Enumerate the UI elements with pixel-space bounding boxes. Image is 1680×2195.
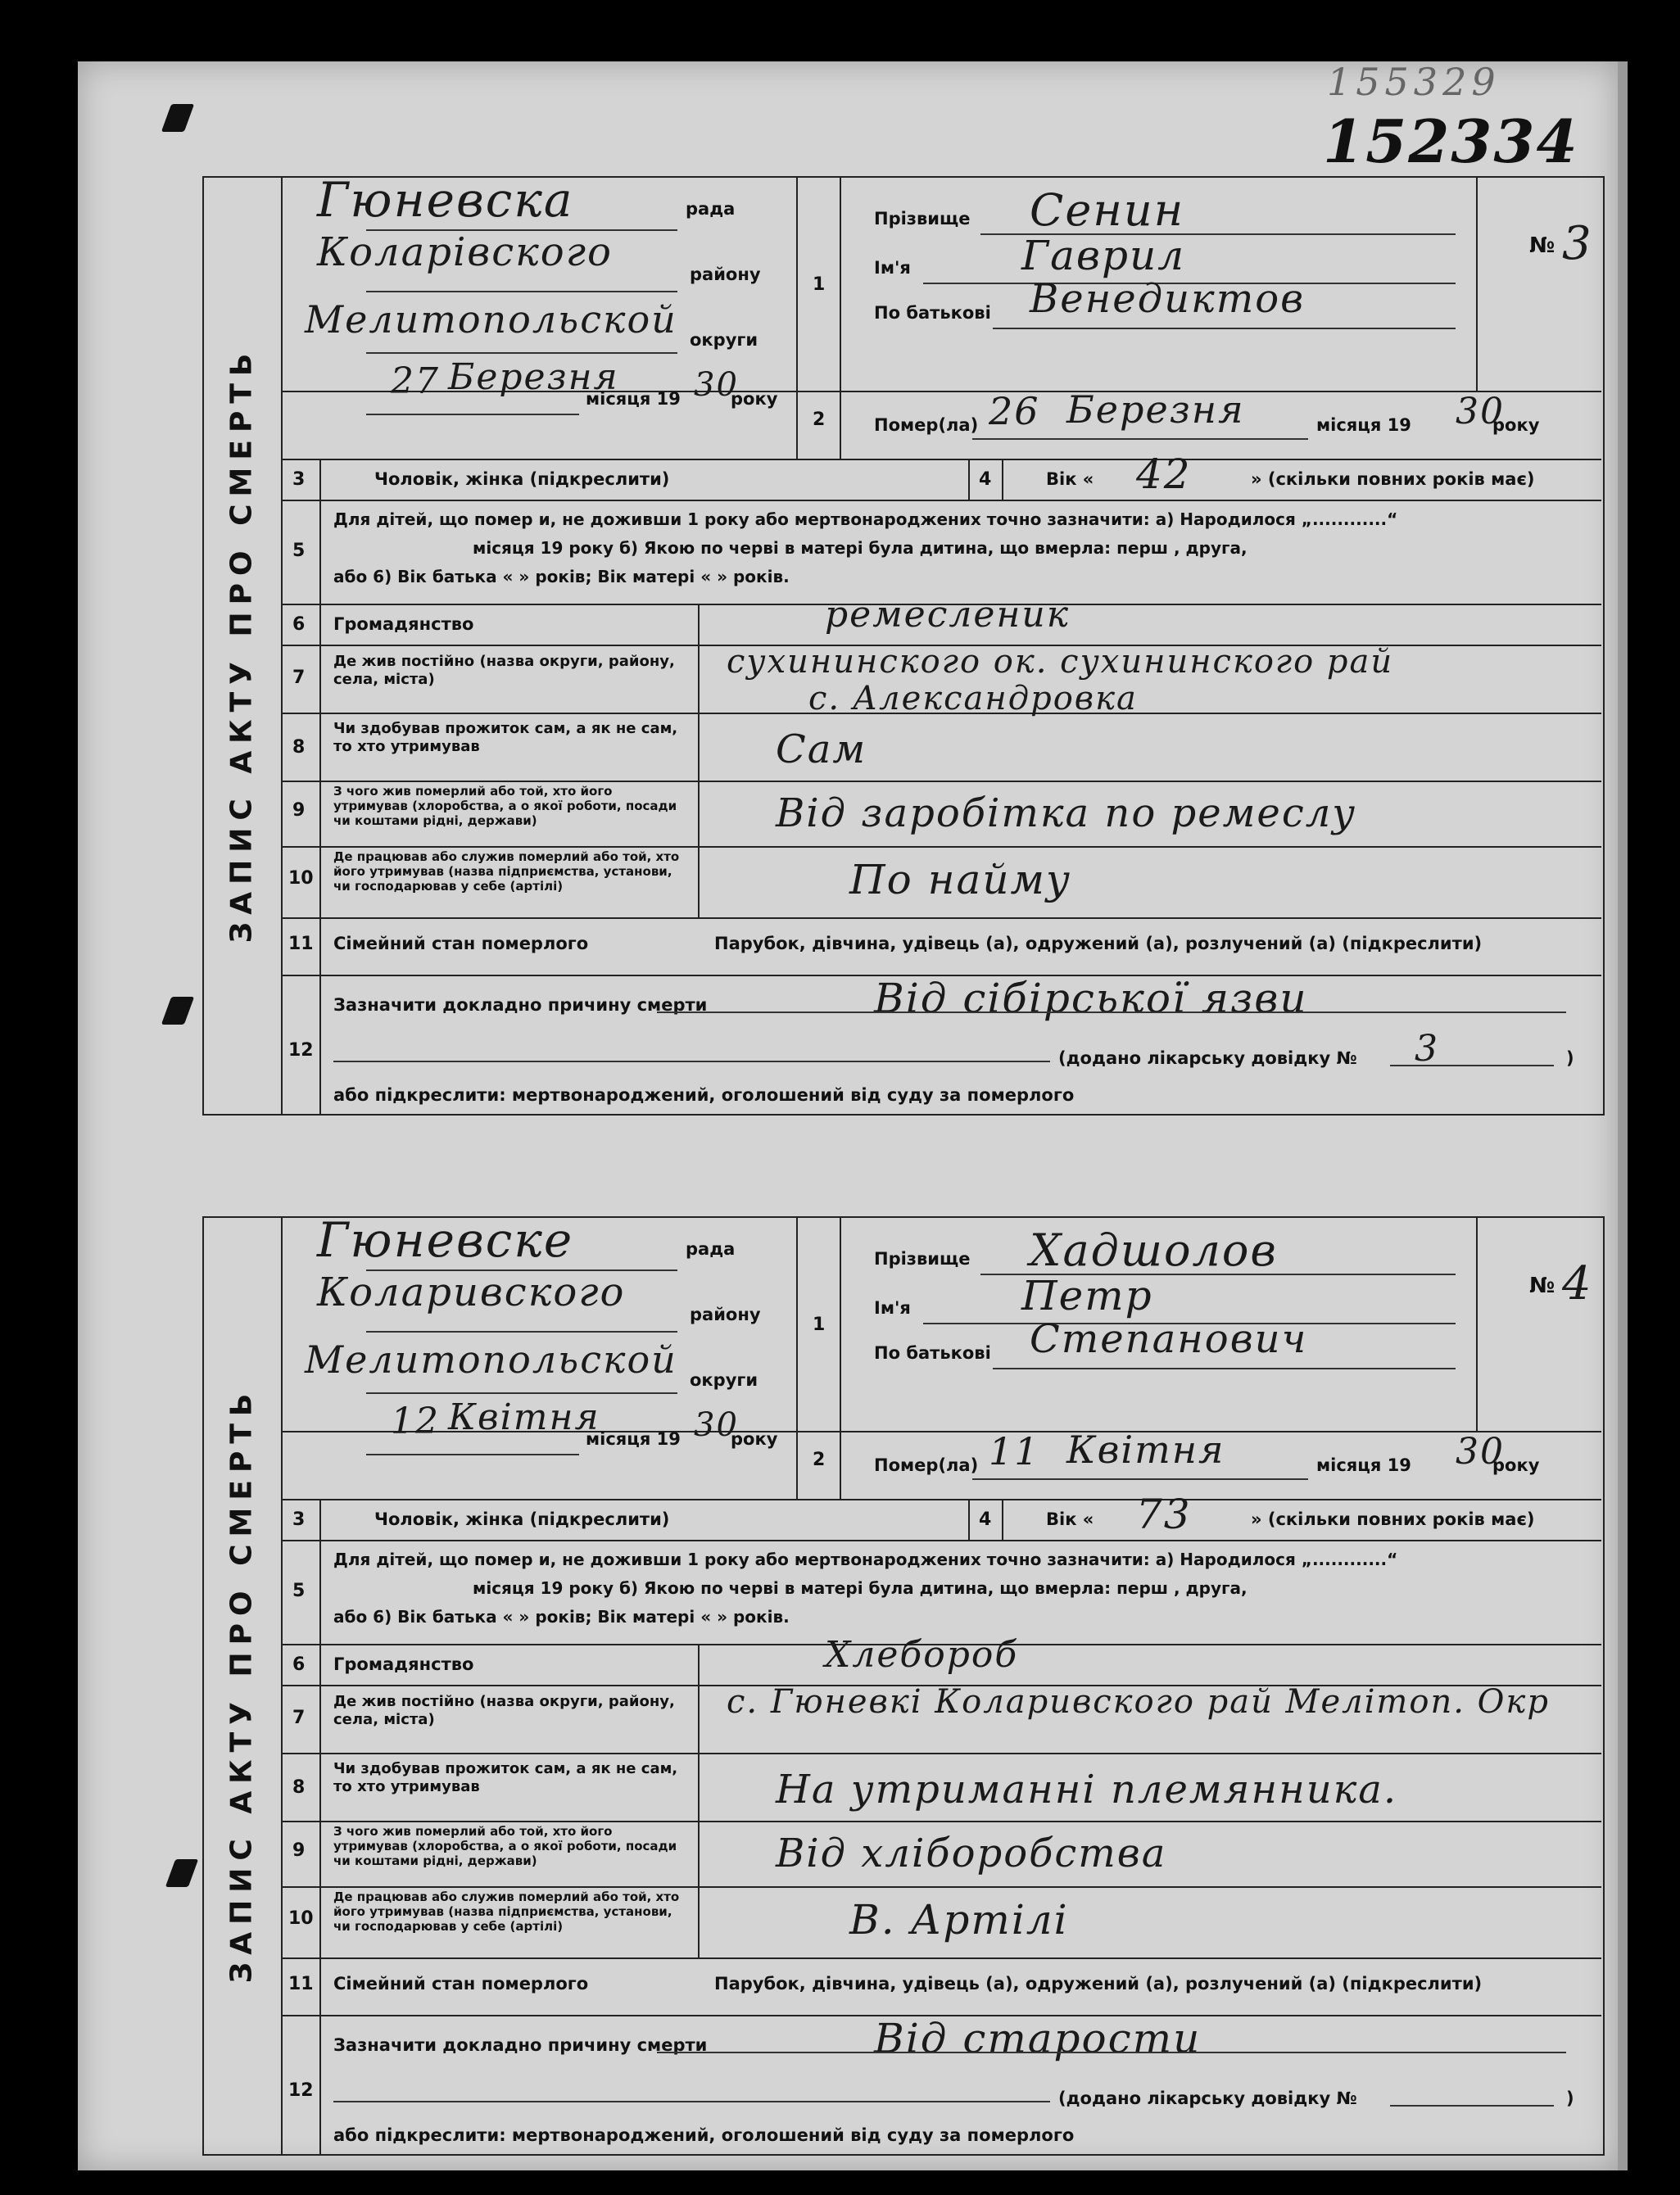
rada-value: Гюневске [317, 1212, 574, 1268]
residence-value-1: сухининского ок. сухининского рай [727, 643, 1394, 681]
death-year: 30 [1456, 1431, 1505, 1473]
registration-month-label: місяця 19 [586, 389, 681, 409]
row-number-7: 7 [292, 668, 306, 688]
citizenship-value: Хлебороб [825, 1634, 1019, 1676]
rada-label: рада [686, 1239, 736, 1259]
marital-options: Парубок, дівчина, удівець (а), одружений (а), розлучений (а) (підкреслити) [714, 934, 1483, 953]
page-edge [1618, 61, 1628, 2170]
row-number-8: 8 [292, 1777, 306, 1798]
row-number-9: 9 [292, 800, 306, 821]
side-title [202, 1216, 283, 2154]
death-month: Березня [1066, 387, 1245, 432]
number-label: № [1529, 1274, 1555, 1298]
employment-value: По найму [849, 856, 1072, 903]
name-label: Ім'я [874, 258, 911, 278]
died-label: Помер(ла) [874, 415, 979, 435]
cause-label: Зазначити докладно причину смерти [333, 2035, 708, 2055]
residence-label: Де жив постійно (назва округи, району, села, міста) [333, 1693, 675, 1728]
employment-value: В. Артілі [849, 1896, 1069, 1944]
death-month: Квітня [1066, 1428, 1225, 1472]
side-title-text: ЗАПИС АКТУ ПРО СМЕРТЬ [224, 346, 259, 944]
registration-day: 27 [391, 360, 440, 402]
patronymic-value: Венедиктов [1030, 276, 1306, 322]
marital-label: Сімейний стан померлого [333, 1974, 589, 1994]
registration-month: Квітня [448, 1396, 600, 1438]
age-label: Вік « [1046, 1509, 1094, 1529]
row-number-1: 1 [813, 1315, 826, 1335]
name-value: Петр [1021, 1272, 1153, 1319]
cause-value: Від старости [874, 2015, 1202, 2062]
rayon-value: Коларівского [317, 229, 613, 275]
sex-label: Чоловік, жінка (підкреслити) [374, 469, 670, 489]
okrug-value: Мелитопольской [305, 1337, 677, 1382]
row-number-9: 9 [292, 1840, 306, 1861]
employment-label: Де працював або служив померлий або той, хто його утримував (назва підприємства, установи, чи господарював у себе (артілі) [333, 1890, 680, 1934]
row-number-11: 11 [288, 1974, 314, 1994]
okrug-label: округи [690, 1370, 758, 1390]
income-source-label: З чого жив померлий або той, хто його утримував (хлоробства, а о якої роботи, посади чи коштами рідні, держави) [333, 784, 677, 828]
surname-label: Прізвище [874, 209, 971, 229]
row-number-10: 10 [288, 868, 314, 889]
age-value: 73 [1136, 1491, 1192, 1538]
income-source-value: Від заробітка по ремеслу [776, 790, 1357, 836]
patronymic-value: Степанович [1030, 1316, 1308, 1362]
death-record-form-2 [202, 1212, 1603, 2154]
record-number: 4 [1562, 1257, 1593, 1310]
children-line-2: місяця 19 року б) Якою по черві в матері була дитина, що вмерла: перш , друга, [473, 1578, 1248, 1598]
row-number-1: 1 [813, 274, 826, 295]
surname-value: Хадшолов [1030, 1224, 1278, 1276]
residence-label: Де жив постійно (назва округи, району, села, міста) [333, 653, 675, 688]
rada-label: рада [686, 199, 736, 219]
row-number-10: 10 [288, 1908, 314, 1929]
income-source-value: Від хліборобства [776, 1831, 1167, 1876]
sex-label: Чоловік, жінка (підкреслити) [374, 1509, 670, 1529]
name-value: Гаврил [1021, 232, 1186, 279]
patronymic-label: По батькові [874, 303, 991, 323]
died-year-label: року [1492, 415, 1540, 435]
registration-day: 12 [391, 1401, 440, 1442]
registration-month: Березня [448, 356, 619, 398]
death-year: 30 [1456, 391, 1505, 432]
row-number-2: 2 [813, 410, 826, 430]
citizenship-value: ремесленик [825, 594, 1071, 636]
row-number-11: 11 [288, 934, 314, 954]
age-suffix: » (скільки повних років має) [1251, 1509, 1535, 1529]
underline-note: або підкреслити: мертвонароджений, оголошений від суду за померлого [333, 1085, 1075, 1105]
rada-value: Гюневска [317, 172, 574, 228]
rayon-label: району [690, 265, 761, 284]
children-line-1: Для дітей, що помер и, не доживши 1 року або мертвонароджених точно зазначити: а) Народилося „............“ [333, 509, 1398, 529]
children-line-3: або 6) Вік батька « » років; Вік матері « » років. [333, 1607, 790, 1627]
residence-value-2: с. Александровка [808, 680, 1138, 717]
citizenship-label: Громадянство [333, 614, 474, 634]
employment-label: Де працював або служив померлий або той, хто його утримував (назва підприємства, установи, чи господарював у себе (артілі) [333, 849, 680, 894]
livelihood-value: Сам [776, 726, 867, 772]
archive-number-old: 155329 [1327, 60, 1501, 104]
age-label: Вік « [1046, 469, 1094, 489]
marital-options: Парубок, дівчина, удівець (а), одружений (а), розлучений (а) (підкреслити) [714, 1974, 1483, 1994]
row-number-5: 5 [292, 1581, 306, 1601]
registration-year-label: року [731, 389, 778, 409]
certificate-label: (додано лікарську довідку № [1058, 1048, 1357, 1068]
children-line-3: або 6) Вік батька « » років; Вік матері « » років. [333, 567, 790, 586]
registration-month-label: місяця 19 [586, 1429, 681, 1449]
okrug-value: Мелитопольской [305, 297, 677, 342]
citizenship-label: Громадянство [333, 1654, 474, 1674]
record-number: 3 [1562, 217, 1593, 270]
row-number-4: 4 [979, 469, 992, 490]
residence-value-1: с. Гюневкі Коларивского рай Мелітоп. Окр [727, 1683, 1550, 1721]
died-month-label: місяця 19 [1316, 415, 1411, 435]
certificate-number: 3 [1415, 1028, 1439, 1070]
certificate-close-paren: ) [1566, 1048, 1574, 1068]
children-line-2: місяця 19 року б) Якою по черві в матері була дитина, що вмерла: перш , друга, [473, 538, 1248, 558]
rayon-label: району [690, 1305, 761, 1324]
punch-hole [161, 104, 194, 132]
died-year-label: року [1492, 1455, 1540, 1475]
death-day: 11 [989, 1429, 1040, 1473]
cause-label: Зазначити докладно причину смерти [333, 995, 708, 1015]
rayon-value: Коларивского [317, 1269, 626, 1315]
livelihood-label: Чи здобував прожиток сам, а як не сам, то хто утримував [333, 720, 678, 755]
surname-label: Прізвище [874, 1249, 971, 1269]
row-number-12: 12 [288, 1040, 314, 1061]
registration-year-label: року [731, 1429, 778, 1449]
death-record-form-1 [202, 172, 1603, 1114]
age-value: 42 [1136, 450, 1192, 498]
row-number-3: 3 [292, 1509, 306, 1530]
row-number-7: 7 [292, 1708, 306, 1728]
income-source-label: З чого жив померлий або той, хто його утримував (хлоробства, а о якої роботи, посади чи коштами рідні, держави) [333, 1824, 677, 1868]
row-number-12: 12 [288, 2080, 314, 2101]
side-title [202, 176, 283, 1114]
punch-hole [161, 997, 194, 1025]
row-number-6: 6 [292, 614, 306, 635]
registration-year: 30 [694, 366, 739, 404]
row-number-8: 8 [292, 737, 306, 758]
okrug-label: округи [690, 330, 758, 350]
death-day: 26 [989, 389, 1040, 433]
age-suffix: » (скільки повних років має) [1251, 469, 1535, 489]
patronymic-label: По батькові [874, 1343, 991, 1363]
cause-value: Від сібірської язви [874, 975, 1308, 1022]
died-label: Помер(ла) [874, 1455, 979, 1475]
row-number-6: 6 [292, 1654, 306, 1675]
archive-number: 152334 [1323, 106, 1579, 176]
surname-value: Сенин [1030, 184, 1185, 236]
row-number-4: 4 [979, 1509, 992, 1530]
side-title-text: ЗАПИС АКТУ ПРО СМЕРТЬ [224, 1386, 259, 1984]
name-label: Ім'я [874, 1298, 911, 1318]
children-line-1: Для дітей, що помер и, не доживши 1 року або мертвонароджених точно зазначити: а) Народилося „............“ [333, 1550, 1398, 1569]
certificate-close-paren: ) [1566, 2089, 1574, 2108]
registration-year: 30 [694, 1406, 739, 1444]
document-page [78, 61, 1618, 2170]
row-number-5: 5 [292, 541, 306, 561]
number-label: № [1529, 233, 1555, 258]
row-number-3: 3 [292, 469, 306, 490]
row-number-2: 2 [813, 1450, 826, 1470]
marital-label: Сімейний стан померлого [333, 934, 589, 953]
livelihood-label: Чи здобував прожиток сам, а як не сам, то хто утримував [333, 1760, 678, 1795]
livelihood-value: На утриманні племянника. [776, 1767, 1398, 1813]
punch-hole [165, 1859, 198, 1887]
died-month-label: місяця 19 [1316, 1455, 1411, 1475]
certificate-label: (додано лікарську довідку № [1058, 2089, 1357, 2108]
underline-note: або підкреслити: мертвонароджений, оголошений від суду за померлого [333, 2125, 1075, 2145]
